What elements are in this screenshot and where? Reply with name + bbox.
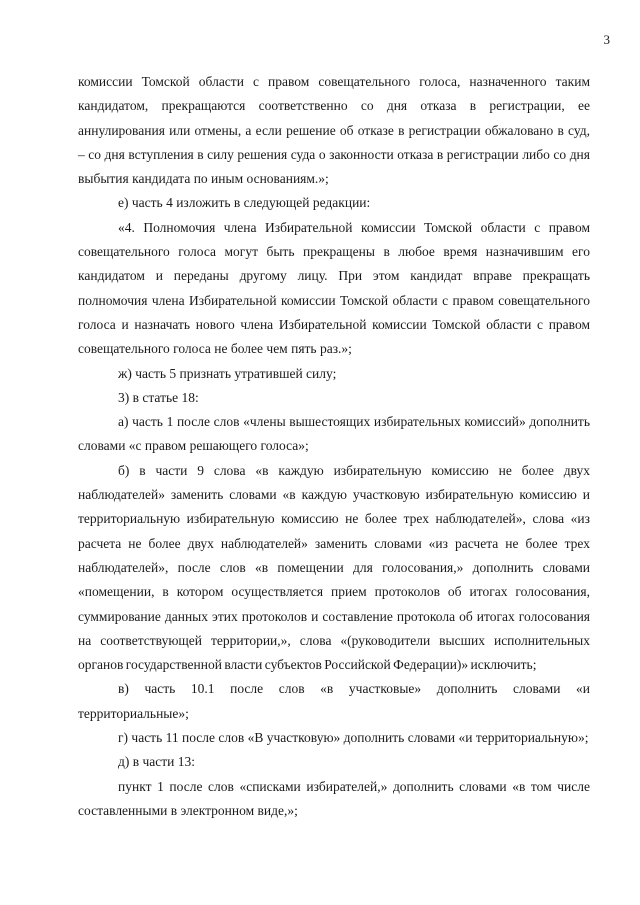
paragraph-commission-termination: комиссии Томской области с правом совещательного голоса, назначенного таким кандидатом, прекращаются соответственно со дня отказа в регистрации, ее аннулирования или отмены, а если решение об отказе в регистрации обжаловано в суд, – со дня вступления в силу решения суда о законности отказа в регистрации либо со дня выбытия кандидата по иным основаниям.»; [78, 74, 590, 187]
page-number: 3 [603, 32, 610, 47]
document-body [78, 70, 590, 823]
paragraph-part-4-heading: е) часть 4 изложить в следующей редакции: [118, 195, 371, 211]
paragraph-article-18-d: д) в части 13: [118, 754, 196, 770]
paragraph-article-18-b: б) в части 9 слова «в каждую избирательную комиссию не более двух наблюдателей» заменить словами «в каждую участковую избирательную комиссию и территориальную избирательную комиссию не более трех наблюдателей», слова «из расчета не более двух наблюдателей» заменить словами «из расчета не более трех наблюдателей», после слов «в помещении для голосования,» дополнить словами «помещении, в котором осуществляется прием протоколов об итогах голосования, суммирование данных этих протоколов и составление протокола об итогах голосования на соответствующей территории,», слова «(руководители высших исполнительных органов государственной власти субъектов Российской Федерации)» исключить; [78, 462, 590, 673]
paragraph-article-18-g: г) часть 11 после слов «В участковую» дополнить словами «и территориальную»; [118, 730, 589, 746]
paragraph-article-18-v: в) часть 10.1 после слов «в участковые» дополнить словами «и территориальные»; [78, 681, 590, 721]
paragraph-part-13-item-1: пункт 1 после слов «списками избирателей,» дополнить словами «в том числе составленными в электронном виде,»; [78, 778, 590, 818]
paragraph-article-18: 3) в статье 18: [118, 389, 199, 405]
paragraph-part-4-text: «4. Полномочия члена Избирательной комиссии Томской области с правом совещательного голоса могут быть прекращены в любое время назначившим его кандидатом и переданы другому лицу. При этом кандидат вправе прекращать полномочия члена Избирательной комиссии Томской области с правом совещательного голоса и назначать нового члена Избирательной комиссии Томской области с правом совещательного голоса не более чем пять раз.»; [78, 219, 590, 357]
paragraph-article-18-a: а) часть 1 после слов «члены вышестоящих избирательных комиссий» дополнить словами «с правом решающего голоса»; [78, 414, 590, 454]
paragraph-part-5: ж) часть 5 признать утратившей силу; [118, 365, 337, 381]
